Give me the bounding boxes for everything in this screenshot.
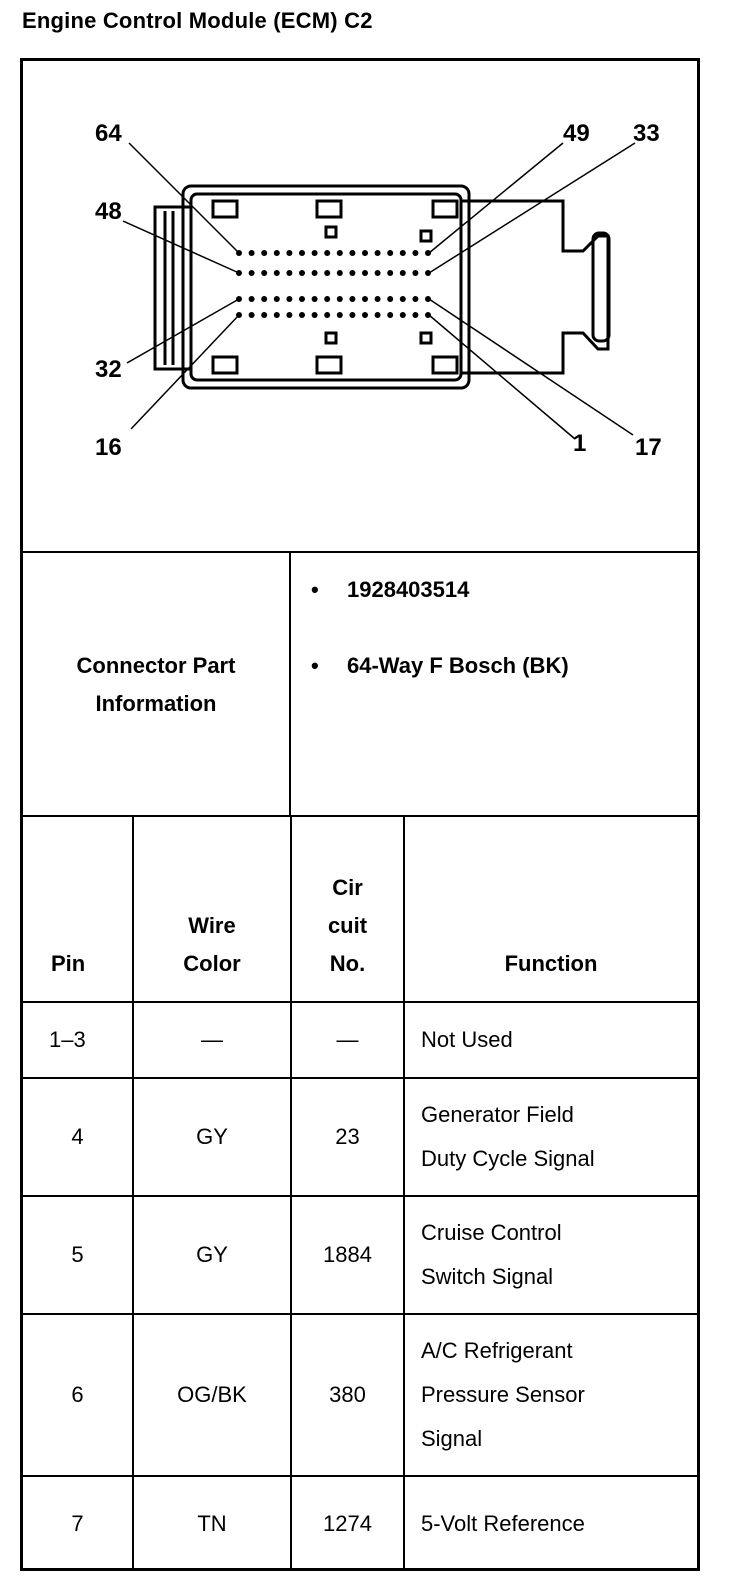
connector-pin [375, 270, 381, 276]
cell-pin: 6 [23, 1314, 133, 1476]
pin-label-1: 1 [573, 430, 587, 457]
connector-pin [412, 270, 418, 276]
pin-table-header [23, 816, 697, 1002]
connector-pin [299, 296, 305, 302]
header-function: Function [404, 816, 697, 1002]
connector-pin [349, 312, 355, 318]
table-row [23, 1314, 697, 1476]
table-row [23, 1196, 697, 1314]
connector-pin [362, 296, 368, 302]
connector-pin [249, 312, 255, 318]
connector-type: 64-Way F Bosch (BK) [347, 653, 569, 678]
connector-pin [261, 270, 267, 276]
part-number: 1928403514 [347, 577, 470, 602]
connector-pin [387, 296, 393, 302]
connector-pin [375, 312, 381, 318]
connector-part-info-values [291, 553, 697, 817]
connector-pin [249, 296, 255, 302]
connector-pin [349, 270, 355, 276]
connector-pin [286, 296, 292, 302]
connector-pin [349, 296, 355, 302]
cell-function: 5-Volt Reference [404, 1476, 697, 1571]
connector-pin [400, 250, 406, 256]
connector-pin [400, 270, 406, 276]
cell-function: Cruise Control Switch Signal [404, 1196, 697, 1314]
connector-pin [324, 312, 330, 318]
table-row [23, 1002, 697, 1078]
pin-label-64: 64 [95, 120, 122, 147]
connector-pin [286, 270, 292, 276]
connector-pin [286, 312, 292, 318]
connector-pin [337, 270, 343, 276]
pin-label-17: 17 [635, 434, 662, 461]
cell-circuit: 380 [291, 1314, 404, 1476]
connector-pin [274, 312, 280, 318]
cell-wire-color: — [133, 1002, 291, 1078]
connector-part-info-label: Connector Part Information [23, 553, 291, 817]
connector-pin [324, 270, 330, 276]
cell-wire-color: TN [133, 1476, 291, 1571]
connector-pin [412, 312, 418, 318]
connector-pin [337, 250, 343, 256]
cell-circuit: 23 [291, 1078, 404, 1196]
connector-pin [299, 312, 305, 318]
pin-table [23, 815, 697, 1571]
page-title: Engine Control Module (ECM) C2 [22, 8, 373, 33]
connector-pin [261, 312, 267, 318]
header-circuit-no: Cir cuit No. [291, 816, 404, 1002]
pin-label-32: 32 [95, 356, 122, 383]
connector-pin [412, 296, 418, 302]
cell-circuit: 1884 [291, 1196, 404, 1314]
connector-pin [337, 312, 343, 318]
connector-pin [261, 250, 267, 256]
connector-pin [387, 312, 393, 318]
connector-pin [362, 270, 368, 276]
table-row [23, 1078, 697, 1196]
connector-pin [362, 312, 368, 318]
connector-face-drawing [23, 61, 697, 551]
connector-type-item: • 64-Way F Bosch (BK) [311, 653, 569, 678]
connector-pin [400, 296, 406, 302]
pin-label-16: 16 [95, 434, 122, 461]
cell-pin: 4 [23, 1078, 133, 1196]
connector-sheet [20, 58, 700, 1571]
connector-pin [324, 250, 330, 256]
cell-pin: 1–3 [23, 1002, 133, 1078]
connector-pin [387, 270, 393, 276]
connector-pin [286, 250, 292, 256]
connector-pin [312, 312, 318, 318]
connector-pin [349, 250, 355, 256]
cell-function: Not Used [404, 1002, 697, 1078]
table-row [23, 1476, 697, 1571]
connector-pin [274, 270, 280, 276]
connector-pin [312, 250, 318, 256]
connector-pin [274, 296, 280, 302]
connector-pin [387, 250, 393, 256]
connector-pin [324, 296, 330, 302]
cell-wire-color: GY [133, 1078, 291, 1196]
connector-pin [375, 296, 381, 302]
header-wire-color: Wire Color [133, 816, 291, 1002]
cell-circuit: 1274 [291, 1476, 404, 1571]
cell-function: A/C Refrigerant Pressure Sensor Signal [404, 1314, 697, 1476]
connector-pin [312, 270, 318, 276]
cell-wire-color: GY [133, 1196, 291, 1314]
pin-label-48: 48 [95, 198, 122, 225]
cell-circuit: — [291, 1002, 404, 1078]
connector-pin [299, 270, 305, 276]
connector-pin [362, 250, 368, 256]
connector-diagram [23, 61, 697, 551]
connector-pin [261, 296, 267, 302]
connector-part-info [23, 551, 697, 817]
connector-pin [249, 270, 255, 276]
connector-pin [274, 250, 280, 256]
connector-pin [312, 296, 318, 302]
connector-pin [337, 296, 343, 302]
pin-label-33: 33 [633, 120, 660, 147]
cell-function: Generator Field Duty Cycle Signal [404, 1078, 697, 1196]
connector-pin [299, 250, 305, 256]
connector-pin [400, 312, 406, 318]
header-pin: Pin [23, 816, 133, 1002]
connector-pin [412, 250, 418, 256]
part-number-item: • 1928403514 [311, 577, 470, 602]
cell-pin: 5 [23, 1196, 133, 1314]
cell-wire-color: OG/BK [133, 1314, 291, 1476]
connector-pin [249, 250, 255, 256]
cell-pin: 7 [23, 1476, 133, 1571]
pin-label-49: 49 [563, 120, 590, 147]
connector-pin [375, 250, 381, 256]
